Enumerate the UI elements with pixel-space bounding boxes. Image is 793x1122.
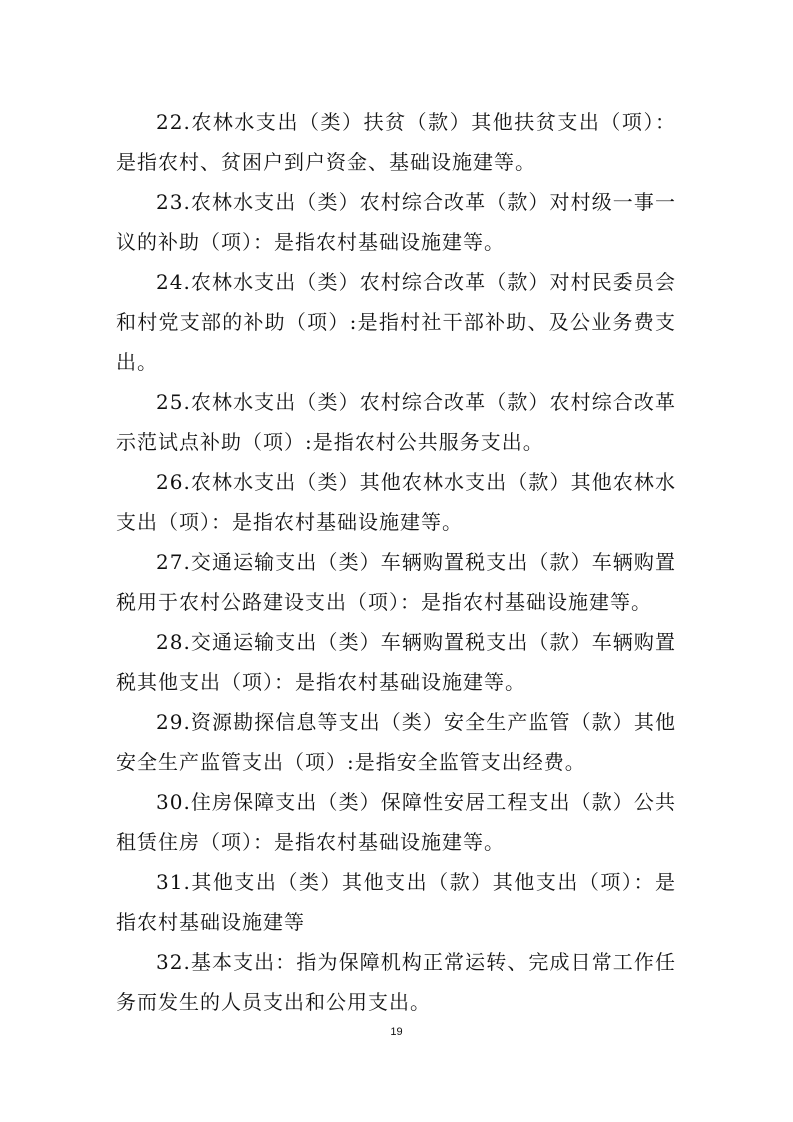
paragraph-item-30: 30.住房保障支出（类）保障性安居工程支出（款）公共租赁住房（项）：是指农村基础设施建等。 <box>116 790 676 854</box>
paragraph-item-23: 23.农林水支出（类）农村综合改革（款）对村级一事一议的补助（项）：是指农村基础设施建等。 <box>116 190 676 254</box>
paragraph-item-26: 26.农林水支出（类）其他农林水支出（款）其他农林水支出（项）：是指农村基础设施建等。 <box>116 470 676 534</box>
paragraph-item-22: 22.农林水支出（类）扶贫（款）其他扶贫支出（项）：是指农村、贫困户到户资金、基础设施建等。 <box>116 110 676 174</box>
paragraph-item-24: 24.农林水支出（类）农村综合改革（款）对村民委员会和村党支部的补助（项）:是指村社干部补助、及公业务费支出。 <box>116 270 676 374</box>
paragraph-item-25: 25.农林水支出（类）农村综合改革（款）农村综合改革示范试点补助（项）:是指农村公共服务支出。 <box>116 390 676 454</box>
paragraph-item-29: 29.资源勘探信息等支出（类）安全生产监管（款）其他安全生产监管支出（项）:是指安全监管支出经费。 <box>116 710 676 774</box>
paragraph-item-32: 32.基本支出：指为保障机构正常运转、完成日常工作任务而发生的人员支出和公用支出。 <box>116 950 676 1014</box>
page-number: 19 <box>390 1026 403 1038</box>
paragraph-item-27: 27.交通运输支出（类）车辆购置税支出（款）车辆购置税用于农村公路建设支出（项）：是指农村基础设施建等。 <box>116 550 676 614</box>
paragraph-item-31: 31.其他支出（类）其他支出（款）其他支出（项）：是指农村基础设施建等 <box>116 870 676 934</box>
document-body <box>116 102 676 1022</box>
paragraph-item-28: 28.交通运输支出（类）车辆购置税支出（款）车辆购置税其他支出（项）：是指农村基础设施建等。 <box>116 630 676 694</box>
